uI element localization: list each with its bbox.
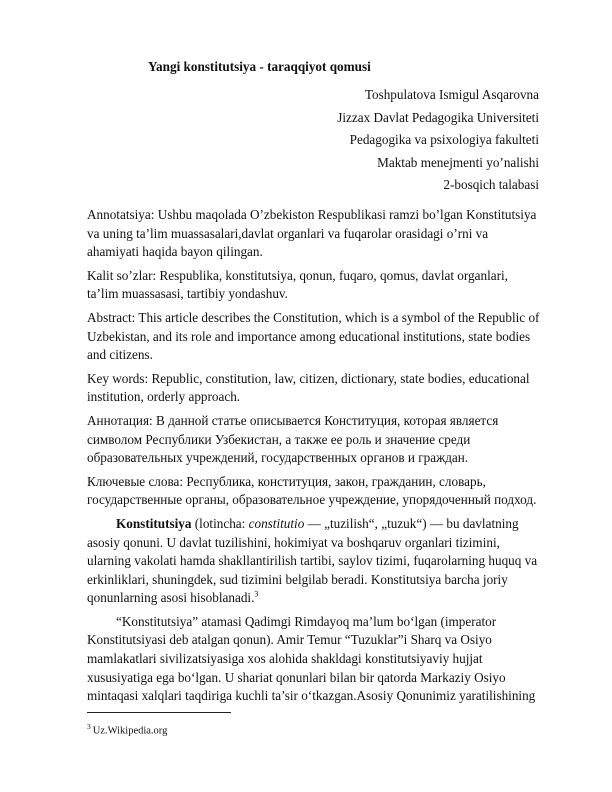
author-program: Maktab menejmenti yo’nalishi [377, 154, 539, 170]
author-university: Jizzax Davlat Pedagogika Universiteti [337, 109, 539, 125]
term-konstitutsiya: Konstitutsiya [116, 515, 192, 531]
footnote-mark: 3 [87, 722, 91, 731]
author-block [159, 84, 539, 197]
keywords-ru: Ключевые слова: Республика, конституция, закон, гражданин, словарь, государственные органы, образовательное учреждение, упорядоченный подход. [87, 473, 537, 508]
annotation-uz: Annotatsiya: Ushbu maqolada O’zbekiston Respublikasi ramzi bo’lgan Konstitutsiya va uning ta’lim muassasalari,davlat organlari va fuqarolar orasidagi o’rni va ahamiyati haqida bayon qilingan. [87, 207, 537, 260]
footnote-reference[interactable]: 3 [254, 589, 259, 599]
paragraph1-lead: (lotincha: [191, 515, 249, 531]
article-body [87, 206, 540, 711]
annotation-ru: Аннотация: В данной статье описывается Конституция, которая является символом Республики Узбекистан, а также ее роль и значение среди образовательных учреждений, государственных органов и граждан. [87, 412, 499, 466]
author-faculty: Pedagogika va psixologiya fakulteti [349, 132, 539, 148]
author-status: 2-bosqich talabasi [443, 177, 539, 193]
footnote-text: Uz.Wikipedia.org [92, 725, 168, 737]
keywords-uz: Kalit so’zlar: Respublika, konstitutsiya, qonun, fuqaro, qomus, davlat organlari, ta’lim muassasasi, tartibiy yondashuv. [87, 267, 508, 302]
paragraph-constitution-history: “Konstitutsiya” atamasi Qadimgi Rimdayoq ma’lum bo‘lgan (imperator Konstitutsiyasi deb atalgan qonun). Amir Temur “Tuzuklar”i Sharq va Osiyo mamlakatlari sivilizatsiyasiga xos alohida shakldagi konstitutsiyaviy hujjat xususiyatiga ega bo‘lgan. U shariat qonunlari bilan bir qatorda Markaziy Osiyo mintaqasi xalqlari taqdiriga kuchli ta’sir o‘tkazgan.Asosiy Qonunimiz yaratilishining [87, 613, 536, 704]
author-name: Toshpulatova Ismigul Asqarovna [364, 87, 539, 102]
paragraph1-rest: — „tuzilish“, „tuzuk“) — bu davlatning asosiy qonuni. U davlat tuzilishini, hokimiyat va boshqaruv organlari tizimini, ularning vakolati hamda shakllantirilish tartibi, saylov tizimi, fuqarolarning huquq va erkinliklari, shuningdek, sud tizimini belgilab beradi. Konstitutsiya barcha joriy qonunlarning asosi hisoblanadi. [87, 515, 538, 606]
latin-term: constitutio [248, 515, 305, 531]
keywords-en: Key words: Republic, constitution, law, citizen, dictionary, state bodies, educational institution, orderly approach. [87, 370, 530, 405]
footnote [87, 722, 167, 737]
footnote-separator [87, 712, 231, 713]
article-title: Yangi konstitutsiya - taraqqiyot qomusi [148, 59, 371, 74]
abstract-en: Abstract: This article describes the Constitution, which is a symbol of the Republic of Uzbekistan, and its role and importance among educational institutions, state bodies and citizens. [87, 309, 540, 363]
paragraph-constitution-definition [87, 515, 540, 608]
